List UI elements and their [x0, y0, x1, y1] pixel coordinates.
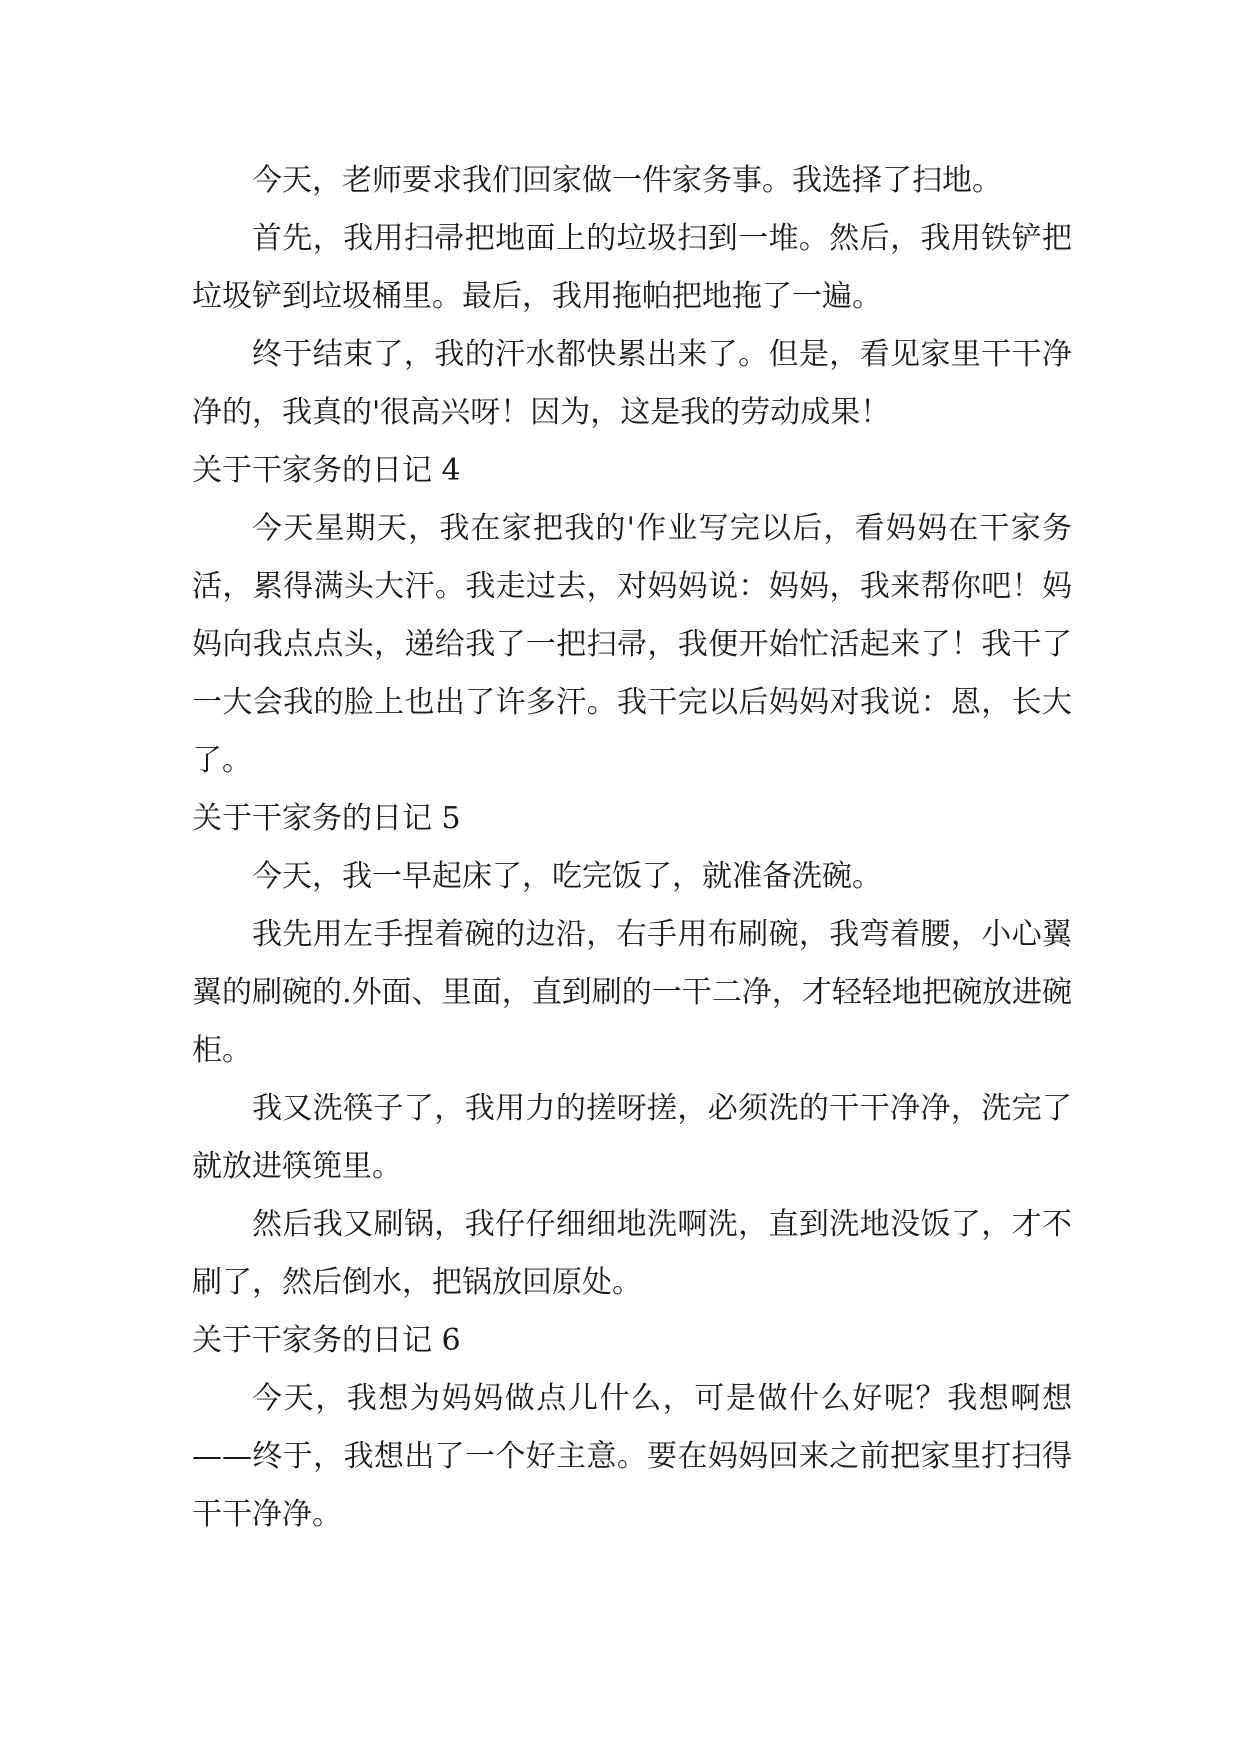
paragraph: 今天，老师要求我们回家做一件家务事。我选择了扫地。: [252, 163, 1002, 198]
section-heading: 关于干家务的日记 6: [192, 1323, 461, 1358]
document-body: [192, 152, 1072, 1544]
section-heading: 关于干家务的日记 4: [192, 453, 461, 488]
paragraph: 今天，我想为妈妈做点儿什么，可是做什么好呢？我想啊想——终于，我想出了一个好主意。要在妈妈回来之前把家里打扫得干干净净。: [192, 1381, 1072, 1532]
paragraph: 我又洗筷子了，我用力的搓呀搓，必须洗的干干净净，洗完了就放进筷篼里。: [192, 1091, 1072, 1184]
paragraph: 首先，我用扫帚把地面上的垃圾扫到一堆。然后，我用铁铲把垃圾铲到垃圾桶里。最后，我用拖帕把地拖了一遍。: [192, 221, 1072, 314]
paragraph: 终于结束了，我的汗水都快累出来了。但是，看见家里干干净净的，我真的'很高兴呀！因为，这是我的劳动成果！: [192, 337, 1072, 430]
paragraph: 我先用左手捏着碗的边沿，右手用布刷碗，我弯着腰，小心翼翼的刷碗的.外面、里面，直到刷的一干二净，才轻轻地把碗放进碗柜。: [192, 917, 1072, 1068]
paragraph: 今天星期天，我在家把我的'作业写完以后，看妈妈在干家务活，累得满头大汗。我走过去，对妈妈说：妈妈，我来帮你吧！妈妈向我点点头，递给我了一把扫帚，我便开始忙活起来了！我干了一大会我的脸上也出了许多汗。我干完以后妈妈对我说：恩，长大了。: [192, 511, 1072, 778]
paragraph: 今天，我一早起床了，吃完饭了，就准备洗碗。: [252, 859, 882, 894]
section-heading: 关于干家务的日记 5: [192, 801, 461, 836]
paragraph: 然后我又刷锅，我仔仔细细地洗啊洗，直到洗地没饭了，才不刷了，然后倒水，把锅放回原处。: [192, 1207, 1072, 1300]
